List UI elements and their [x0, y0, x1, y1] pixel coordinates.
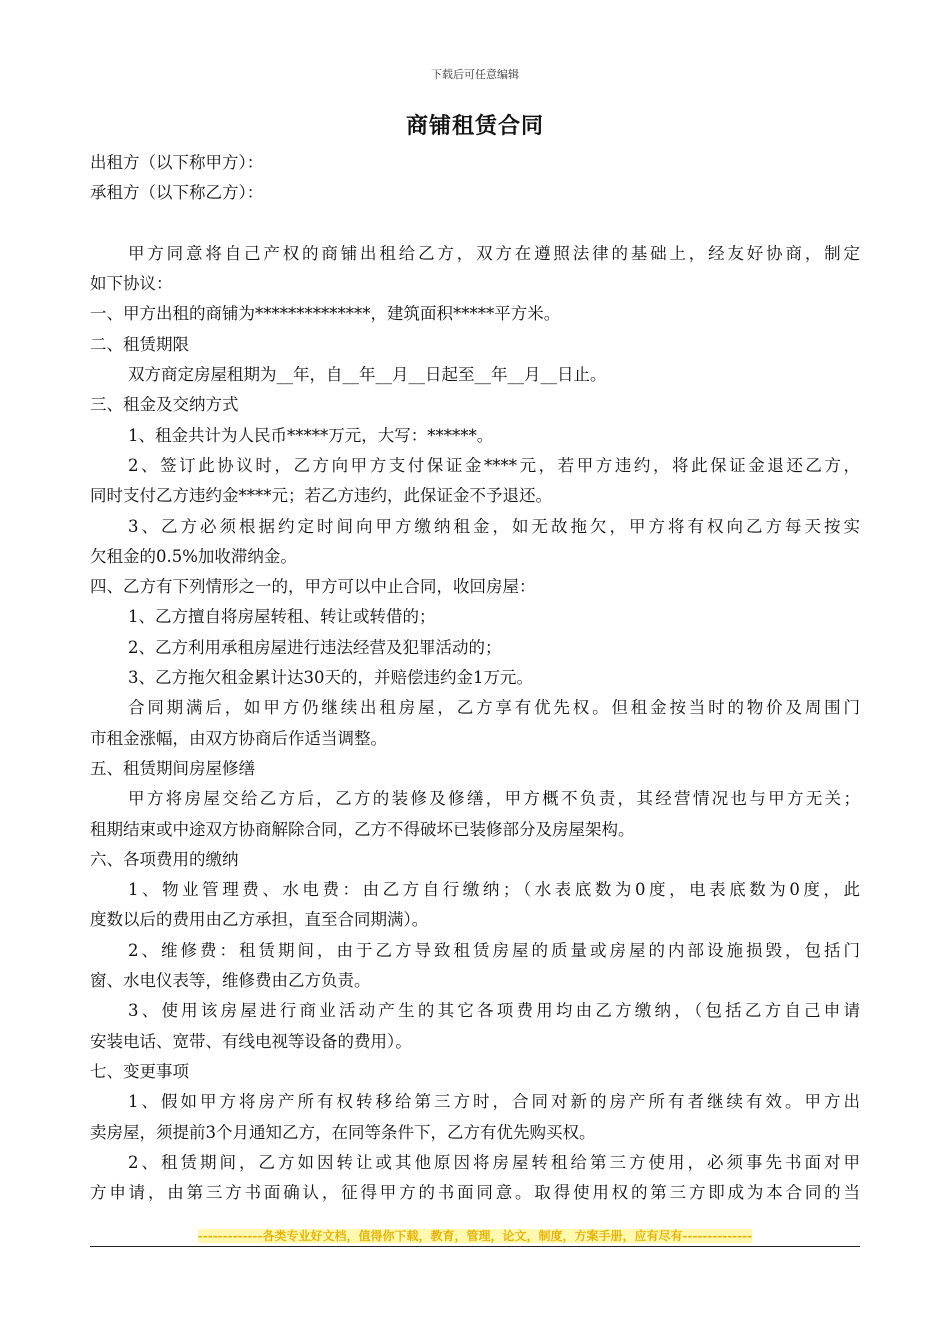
contract-line: 2、维修费：租赁期间，由于乙方导致租赁房屋的质量或房屋的内部设施损毁，包括门 [128, 940, 860, 960]
contract-line: 1、物业管理费、水电费：由乙方自行缴纳；（水表底数为0度，电表底数为0度，此 [128, 880, 860, 900]
contract-line: 三、租金及交纳方式 [90, 395, 239, 415]
contract-line: 卖房屋，须提前3个月通知乙方，在同等条件下，乙方有优先购买权。 [90, 1122, 596, 1142]
contract-line: 2、签订此协议时，乙方向甲方支付保证金****元，若甲方违约，将此保证金退还乙方， [128, 455, 860, 475]
contract-line: 窗、水电仪表等，维修费由乙方负责。 [90, 971, 371, 991]
contract-line: 市租金涨幅，由双方协商后作适当调整。 [90, 728, 387, 748]
contract-line: 2、租赁期间，乙方如因转让或其他原因将房屋转租给第三方使用，必须事先书面对甲 [128, 1152, 860, 1172]
contract-line: 合同期满后，如甲方仍继续出租房屋，乙方享有优先权。但租金按当时的物价及周围门 [128, 698, 860, 718]
contract-line: 五、租赁期间房屋修缮 [90, 758, 255, 778]
contract-line: 度数以后的费用由乙方承担，直至合同期满）。 [90, 910, 429, 930]
contract-line: 六、各项费用的缴纳 [90, 849, 239, 869]
contract-line: 双方商定房屋租期为__年，自__年__月__日起至__年__月__日止。 [128, 365, 607, 385]
contract-line: 1、租金共计为人民币*****万元，大写：******。 [128, 425, 494, 445]
contract-line: 四、乙方有下列情形之一的，甲方可以中止合同，收回房屋： [90, 577, 536, 597]
blank-line [90, 209, 860, 239]
header-note: 下载后可任意编辑 [431, 68, 519, 81]
contract-line: 出租方（以下称甲方）： [90, 153, 264, 172]
contract-line: 如下协议： [90, 274, 173, 294]
contract-line: 七、变更事项 [90, 1061, 189, 1081]
contract-line: 安装电话、宽带、有线电视等设备的费用）。 [90, 1031, 412, 1051]
contract-line: 1、假如甲方将房产所有权转移给第三方时，合同对新的房产所有者继续有效。甲方出 [128, 1092, 860, 1112]
contract-line: 方申请，由第三方书面确认，征得甲方的书面同意。取得使用权的第三方即成为本合同的当 [90, 1183, 860, 1203]
footer-divider [90, 1246, 860, 1247]
contract-line: 3、使用该房屋进行商业活动产生的其它各项费用均由乙方缴纳，（包括乙方自己申请 [128, 1001, 860, 1021]
contract-line: 一、甲方出租的商铺为**************，建筑面积*****平方米。 [90, 304, 561, 324]
contract-line: 1、乙方擅自将房屋转租、转让或转借的； [128, 607, 436, 627]
contract-line: 二、租赁期限 [90, 334, 189, 354]
contract-line: 承租方（以下称乙方）： [90, 183, 264, 203]
contract-line: 2、乙方利用承租房屋进行违法经营及犯罪活动的； [128, 637, 502, 657]
contract-line: 租期结束或中途双方协商解除合同，乙方不得破坏已装修部分及房屋架构。 [90, 819, 635, 839]
contract-body [90, 148, 860, 1208]
contract-line: 3、乙方拖欠租金累计达30天的，并赔偿违约金1万元。 [128, 668, 533, 688]
footer-advertisement: -------------各类专业好文档，值得你下载，教育，管理，论文，制度，方案手册，应有尽有-------------- [197, 1229, 753, 1243]
contract-line: 同时支付乙方违约金****元；若乙方违约，此保证金不予退还。 [90, 486, 552, 506]
contract-line: 甲方将房屋交给乙方后，乙方的装修及修缮，甲方概不负责，其经营情况也与甲方无关； [128, 789, 860, 809]
document-title: 商铺租赁合同 [405, 114, 544, 139]
contract-line: 3、乙方必须根据约定时间向甲方缴纳租金，如无故拖欠，甲方将有权向乙方每天按实 [128, 516, 860, 536]
contract-line: 欠租金的0.5%加收滞纳金。 [90, 546, 297, 566]
contract-line: 甲方同意将自己产权的商铺出租给乙方，双方在遵照法律的基础上，经友好协商，制定 [128, 243, 860, 263]
